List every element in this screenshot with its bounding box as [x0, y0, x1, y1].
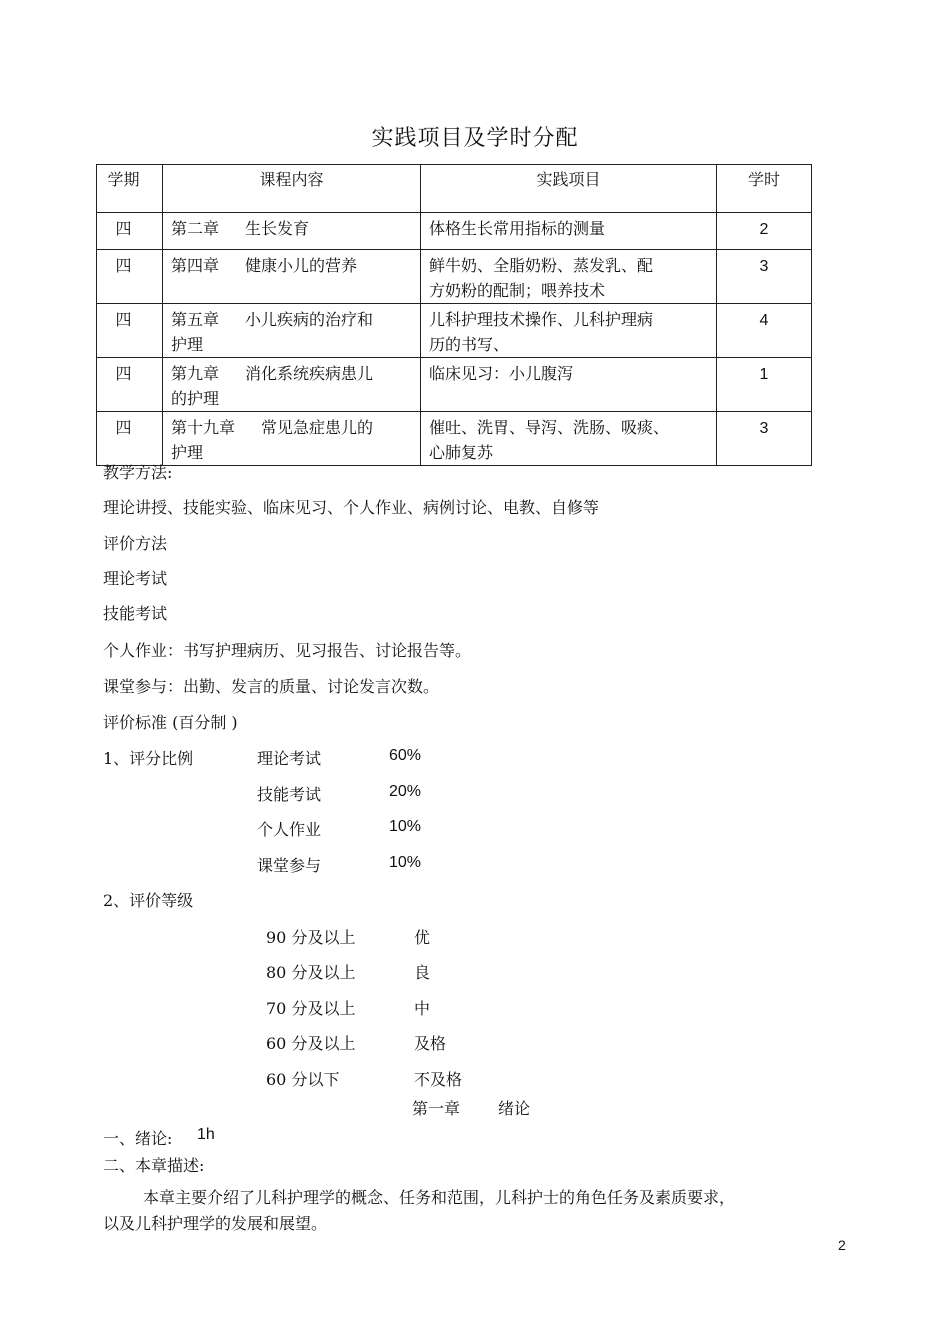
cell-hours	[717, 304, 812, 358]
grade-score: 70 分及以上	[266, 999, 356, 1018]
header-term: 学期	[97, 165, 163, 213]
table-row	[97, 250, 812, 304]
chapter-heading: 第一章	[412, 1099, 461, 1118]
teaching-methods-content: 理论讲授、技能实验、临床见习、个人作业、病例讨论、电教、自修等	[103, 498, 600, 517]
hours-value: 3	[759, 420, 769, 437]
desc-paragraph-line: 以及儿科护理学的发展和展望。	[103, 1214, 328, 1233]
project-line: 方奶粉的配制；喂养技术	[429, 281, 606, 300]
grade-level: 良	[414, 963, 431, 982]
cell-term: 四	[97, 358, 163, 412]
cell-course	[163, 358, 421, 412]
ratio-label: 1、评分比例	[103, 749, 194, 768]
intro-hours: 1h	[197, 1126, 215, 1143]
table-row	[97, 412, 812, 466]
ratio-item-name: 理论考试	[257, 749, 322, 768]
chapter-label: 第二章	[171, 219, 220, 238]
cell-project	[421, 304, 717, 358]
evaluation-heading: 评价方法	[103, 534, 168, 553]
cell-course	[163, 213, 421, 250]
cell-term: 四	[97, 250, 163, 304]
header-course: 课程内容	[163, 165, 421, 213]
hours-value: 4	[759, 312, 769, 329]
intro-label: 一、绪论:	[103, 1129, 173, 1148]
grades-label: 2、评价等级	[103, 891, 194, 910]
cell-hours	[717, 213, 812, 250]
ratio-item-value: 20%	[389, 783, 422, 800]
chapter-label: 第四章	[171, 256, 220, 275]
chapter-label: 第五章	[171, 310, 220, 329]
project-line: 心肺复苏	[429, 443, 494, 462]
evaluation-item: 个人作业：书写护理病历、见习报告、讨论报告等。	[103, 641, 472, 660]
table-row	[97, 358, 812, 412]
chapter-label: 第九章	[171, 364, 220, 383]
cell-hours	[717, 412, 812, 466]
cell-course	[163, 304, 421, 358]
course-title: 消化系统疾病患儿	[245, 364, 374, 383]
course-title: 健康小儿的营养	[245, 256, 358, 275]
ratio-item-name: 个人作业	[257, 820, 322, 839]
hours-value: 1	[759, 366, 769, 383]
ratio-item-name: 课堂参与	[257, 856, 322, 875]
practice-table	[96, 164, 812, 466]
cell-hours	[717, 250, 812, 304]
chapter-heading-title: 绪论	[498, 1099, 531, 1118]
cell-project	[421, 358, 717, 412]
course-title: 小儿疾病的治疗和	[245, 310, 374, 329]
grade-score: 90 分及以上	[266, 928, 356, 947]
cell-project	[421, 412, 717, 466]
ratio-item-value: 10%	[389, 818, 422, 835]
cell-hours	[717, 358, 812, 412]
cell-project	[421, 213, 717, 250]
page-title: 实践项目及学时分配	[371, 126, 579, 151]
chapter-label: 第十九章	[171, 418, 236, 437]
project-line: 临床见习：小儿腹泻	[429, 364, 574, 383]
cell-course	[163, 412, 421, 466]
cell-course	[163, 250, 421, 304]
course-title: 生长发育	[245, 219, 310, 238]
cell-term: 四	[97, 412, 163, 466]
course-title-cont: 护理	[171, 443, 204, 462]
course-title-cont: 护理	[171, 335, 204, 354]
desc-paragraph-line: 本章主要介绍了儿科护理学的概念、任务和范围，儿科护士的角色任务及素质要求，	[143, 1188, 736, 1207]
table-header-row	[97, 165, 812, 213]
desc-label: 二、本章描述:	[103, 1156, 205, 1175]
grade-level: 中	[414, 999, 431, 1018]
grade-score: 60 分以下	[266, 1070, 340, 1089]
cell-term: 四	[97, 304, 163, 358]
evaluation-standard-heading: 评价标准 (百分制 )	[103, 713, 238, 732]
cell-project	[421, 250, 717, 304]
project-line: 体格生长常用指标的测量	[429, 219, 606, 238]
page-number: 2	[838, 1237, 846, 1253]
project-line: 儿科护理技术操作、儿科护理病	[429, 310, 654, 329]
header-hours: 学时	[717, 165, 812, 213]
ratio-item-value: 60%	[389, 747, 422, 764]
evaluation-item: 技能考试	[103, 604, 168, 623]
hours-value: 3	[759, 258, 769, 275]
grade-score: 80 分及以上	[266, 963, 356, 982]
teaching-methods-heading: 教学方法:	[103, 463, 173, 482]
table-row	[97, 213, 812, 250]
project-line: 历的书写、	[429, 335, 510, 354]
table-row	[97, 304, 812, 358]
grade-level: 不及格	[414, 1070, 463, 1089]
ratio-item-value: 10%	[389, 854, 422, 871]
cell-term: 四	[97, 213, 163, 250]
grade-score: 60 分及以上	[266, 1034, 356, 1053]
grade-level: 优	[414, 928, 431, 947]
grade-level: 及格	[414, 1034, 447, 1053]
evaluation-item: 理论考试	[103, 569, 168, 588]
hours-value: 2	[759, 221, 769, 238]
course-title: 常见急症患儿的	[261, 418, 374, 437]
project-line: 鲜牛奶、全脂奶粉、蒸发乳、配	[429, 256, 654, 275]
ratio-item-name: 技能考试	[257, 785, 322, 804]
project-line: 催吐、洗胃、导泻、洗肠、吸痰、	[429, 418, 670, 437]
evaluation-item: 课堂参与：出勤、发言的质量、讨论发言次数。	[103, 677, 440, 696]
course-title-cont: 的护理	[171, 389, 220, 408]
header-project: 实践项目	[421, 165, 717, 213]
